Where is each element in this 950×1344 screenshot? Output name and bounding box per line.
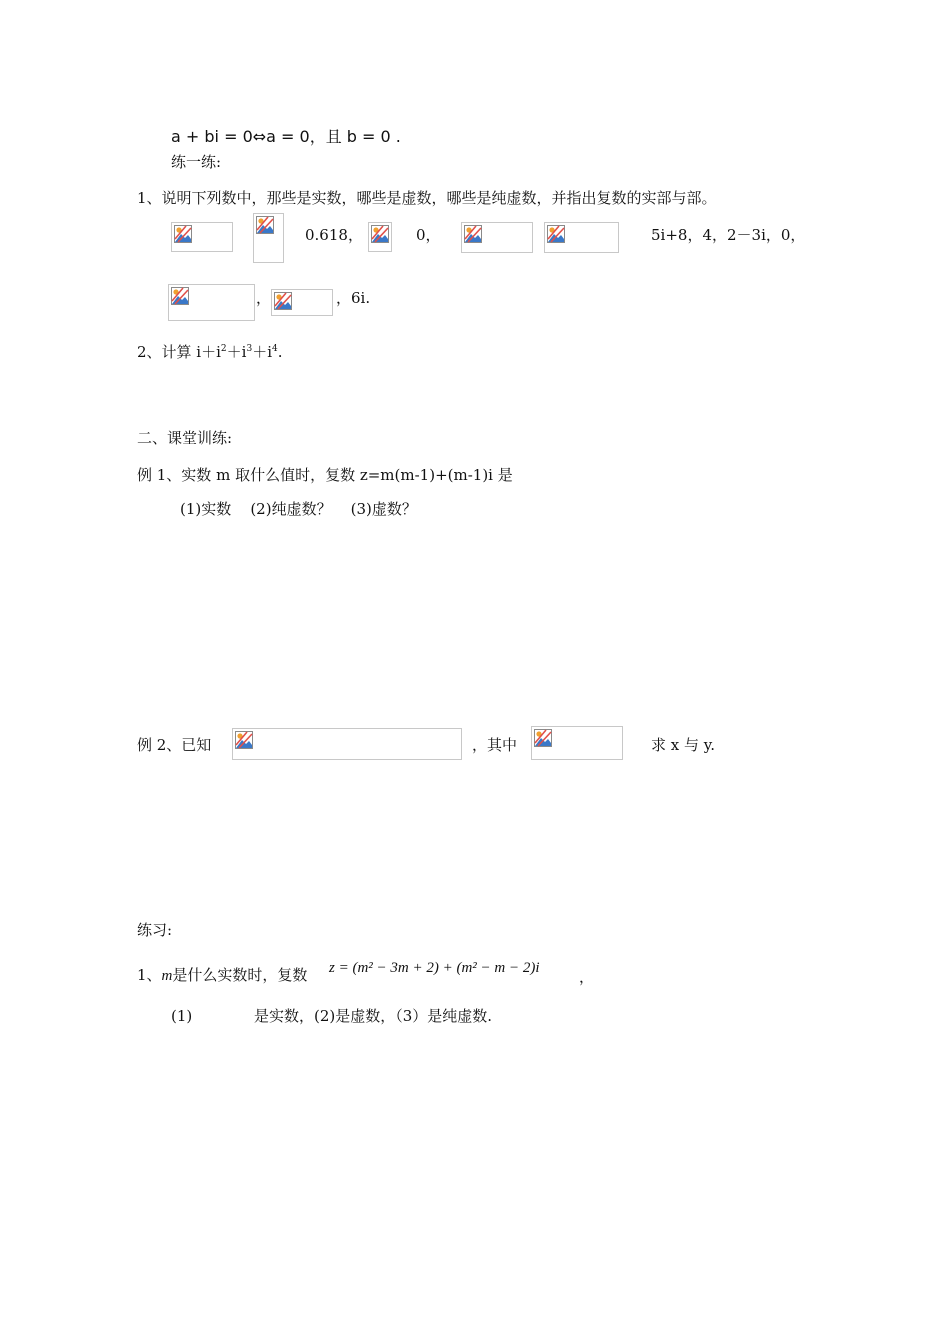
exercise-1-number: 1、: [137, 966, 162, 984]
question-2: [137, 343, 283, 361]
question-1-text: 1、说明下列数中，那些是实数，哪些是虚数，哪些是纯虚数，并指出复数的实部与部。: [137, 189, 717, 207]
example-2-prefix: 例 2、已知: [137, 736, 212, 754]
exponent-2: 2: [220, 344, 227, 354]
broken-image-icon: [274, 292, 292, 310]
broken-image-icon: [174, 225, 192, 243]
question-2-suffix: .: [277, 343, 283, 361]
broken-image: [232, 728, 462, 760]
comma-separator: ，: [256, 289, 272, 307]
broken-image: [168, 284, 255, 321]
example-2-middle: ，其中: [472, 736, 518, 754]
broken-image-icon: [235, 731, 253, 749]
question-2-plus: ＋i: [226, 343, 247, 361]
broken-image: [544, 222, 619, 253]
value-0: 0，: [416, 226, 441, 244]
broken-image-icon: [464, 225, 482, 243]
exercise-1-lead-text: 是什么实数时，复数: [172, 966, 308, 984]
example-1-parts: (1)实数 (2)纯虚数？ (3)虚数？: [180, 500, 417, 518]
example-2-suffix: 求 x 与 y.: [651, 736, 716, 754]
example-1-text: 例 1、实数 m 取什么值时，复数 z=m(m-1)+(m-1)i 是: [137, 466, 513, 484]
exercise-1-tail: ，: [579, 968, 595, 986]
exercise-heading: 练习:: [137, 921, 173, 939]
section-2-heading: 二、课堂训练:: [137, 429, 233, 447]
value-0618: 0.618，: [305, 226, 363, 244]
intro-formula: a + bi = 0⇔a = 0，且 b = 0 .: [171, 127, 401, 146]
question-2-plus: ＋i: [252, 343, 273, 361]
broken-image: [461, 222, 533, 253]
variable-m: m: [161, 968, 173, 984]
broken-image-icon: [547, 225, 565, 243]
value-list: 5i+8，4，2－3i，0，: [651, 226, 806, 244]
broken-image-icon: [256, 216, 274, 234]
exponent-4: 4: [272, 344, 278, 354]
broken-image-icon: [171, 287, 189, 305]
exercise-1-parts-text: 是实数，(2)是虚数，（3）是纯虚数.: [254, 1007, 493, 1025]
broken-image: [253, 213, 284, 263]
broken-image: [531, 726, 623, 760]
broken-image-icon: [534, 729, 552, 747]
practice-heading: 练一练:: [171, 153, 222, 171]
question-2-prefix: 2、计算 i＋i: [137, 343, 221, 361]
broken-image: [271, 289, 333, 316]
exercise-1: [137, 966, 307, 985]
exercise-1-formula: z = (m² − 3m + 2) + (m² − m − 2)i: [329, 960, 540, 976]
exercise-1-parts-number: (1): [171, 1007, 193, 1025]
broken-image: [171, 222, 233, 252]
value-6i: ，6i.: [336, 289, 371, 307]
broken-image-icon: [371, 225, 389, 243]
broken-image: [368, 222, 392, 252]
exponent-3: 3: [246, 344, 253, 354]
